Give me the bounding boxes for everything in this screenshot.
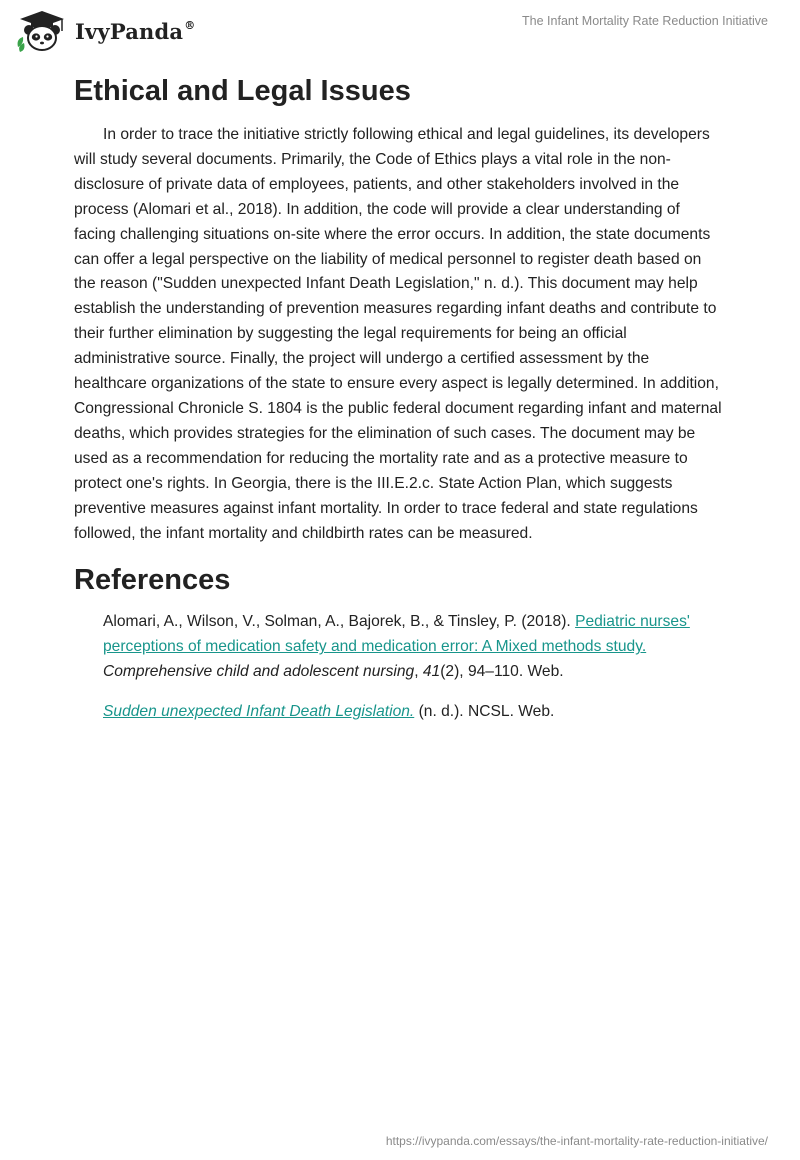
panda-graduation-cap-icon [14,9,70,53]
reference-item [74,700,724,725]
page-header [0,0,800,60]
reference-separator: , [414,663,423,681]
ethics-paragraph: In order to trace the initiative strictly following ethical and legal guidelines, its developers will study several documents. Primarily, the Code of Ethics plays a vital role in the non-disclosure of private data of employees, patients, and other stakeholders involved in the process (Alomari et al., 2018). In addition, the code will provide a clear understanding of facing challenging situations on-site where the error occurs. In addition, the state documents can offer a legal perspective on the liability of medical personnel to register death based on the reason ("Sudden unexpected Infant Death Legislation," n. d.). This document may help establish the understanding of prevention measures regarding infant deaths and contribute to their further elimination by suggesting the legal requirements for being an official administrative source. Finally, the project will undergo a certified assessment by the healthcare organizations of the state to ensure every aspect is legally determined. In addition, Congressional Chronicle S. 1804 is the public federal document regarding infant and maternal deaths, which provides strategies for the elimination of such cases. The document may be used as a recommendation for reducing the mortality rate and as a protective measure to protect one's rights. In Georgia, there is the III.E.2.c. State Action Plan, which suggests preventive measures against infant mortality. In order to trace federal and state regulations followed, the infant mortality and childbirth rates can be measured. [74,126,722,542]
reference-details: (n. d.). NCSL. Web. [414,703,555,721]
footer-url[interactable]: https://ivypanda.com/essays/the-infant-mortality-rate-reduction-initiative/ [385,1134,768,1148]
document-title: The Infant Mortality Rate Reduction Initiative [522,14,768,28]
section-heading-references: References [74,564,231,597]
article-content [74,72,724,740]
reference-item [74,610,724,685]
reference-journal: Comprehensive child and adolescent nursing [103,663,415,681]
brand-name: IvyPanda® [75,18,196,44]
section-heading-ethics: Ethical and Legal Issues [74,75,411,107]
reference-authors: Alomari, A., Wilson, V., Solman, A., Bajorek, B., & Tinsley, P. (2018). [103,613,576,631]
reference-link-text: Sudden unexpected Infant Death Legislation. [103,703,415,721]
reference-details: (2), 94–110. Web. [440,663,564,681]
brand-logo[interactable] [14,9,195,53]
reference-link[interactable]: Pediatric nurses' perceptions of medication safety and medication error: A Mixed methods study. [103,613,690,656]
registered-mark: ® [184,18,196,32]
reference-volume: 41 [422,663,441,681]
reference-link[interactable] [103,703,414,720]
